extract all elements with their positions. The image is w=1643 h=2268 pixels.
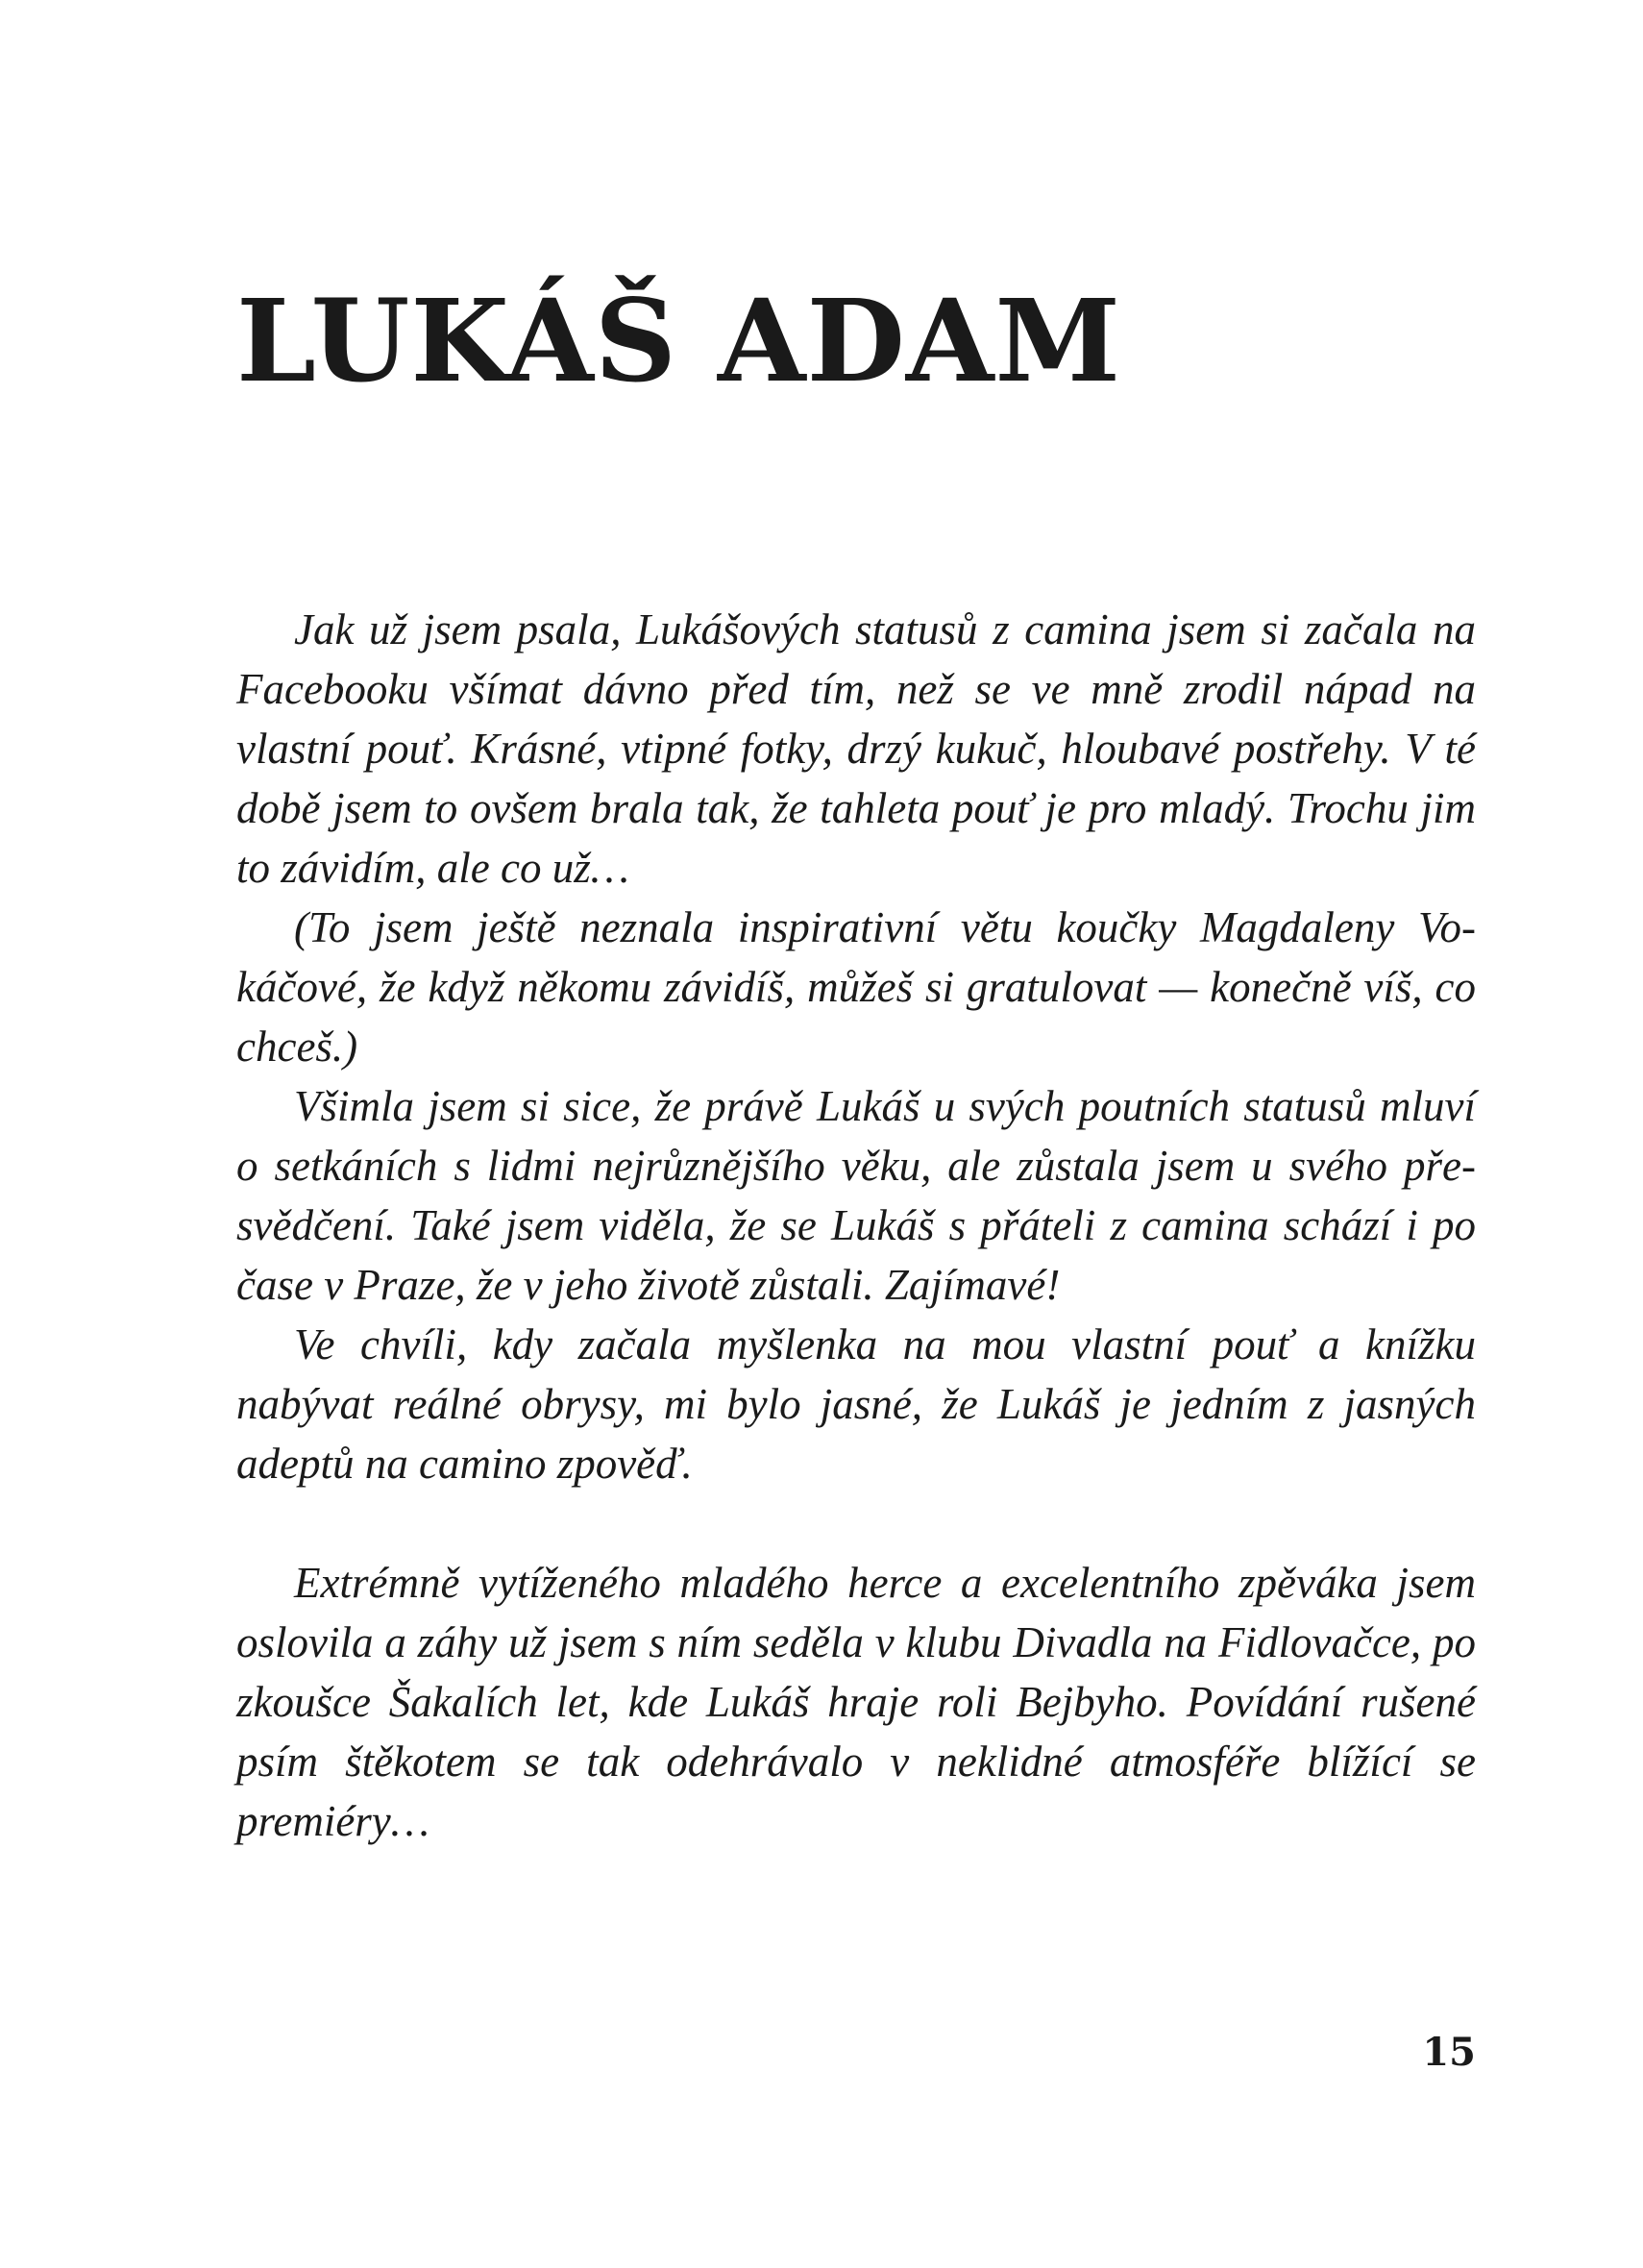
- paragraph: Jak už jsem psala, Lukášových statusů z camina jsem si začala na Facebooku všímat dávno před tím, než se ve mně zrodil nápad na vlastní pouť. Krásné, vtipné fotky, drzý kukuč, hloubavé postřehy. V té době jsem to ovšem brala tak, že tahleta pouť je pro mladý. Trochu jim to závidím, ale co už…: [236, 605, 1476, 892]
- page-number: 15: [1422, 2030, 1476, 2075]
- body-text: [236, 600, 1476, 1851]
- paragraph: Extrémně vytíženého mladého herce a excelentního zpěváka jsem oslovila a záhy už jsem s ním seděla v klubu Divadla na Fidlovačce, po zkoušce Šakalích let, kde Lukáš hraje roli Bejbyho. Povídání rušené psím štěkotem se tak odehrávalo v neklidné atmosféře blížící se premiéry…: [236, 1559, 1476, 1845]
- paragraph: (To jsem ještě neznala inspirativní větu koučky Magdaleny Vokáčové, že když někomu závidíš, můžeš si gratulovat — konečně víš, co chceš.): [236, 903, 1476, 1071]
- paragraph: Ve chvíli, kdy začala myšlenka na mou vlastní pouť a knížku nabývat reálné obrysy, mi bylo jasné, že Lukáš je jedním z jasných adeptů na camino zpověď.: [236, 1320, 1476, 1488]
- paragraph: Všimla jsem si sice, že právě Lukáš u svých poutních statusů mluví o setkáních s lidmi nejrůznějšího věku, ale zůstala jsem u svého přesvědčení. Také jsem viděla, že se Lukáš s přáteli z camina schází i po čase v Praze, že v jeho životě zůstali. Zajímavé!: [236, 1082, 1476, 1309]
- section-gap: [236, 1493, 1476, 1553]
- chapter-title: LUKÁŠ ADAM: [236, 274, 1122, 407]
